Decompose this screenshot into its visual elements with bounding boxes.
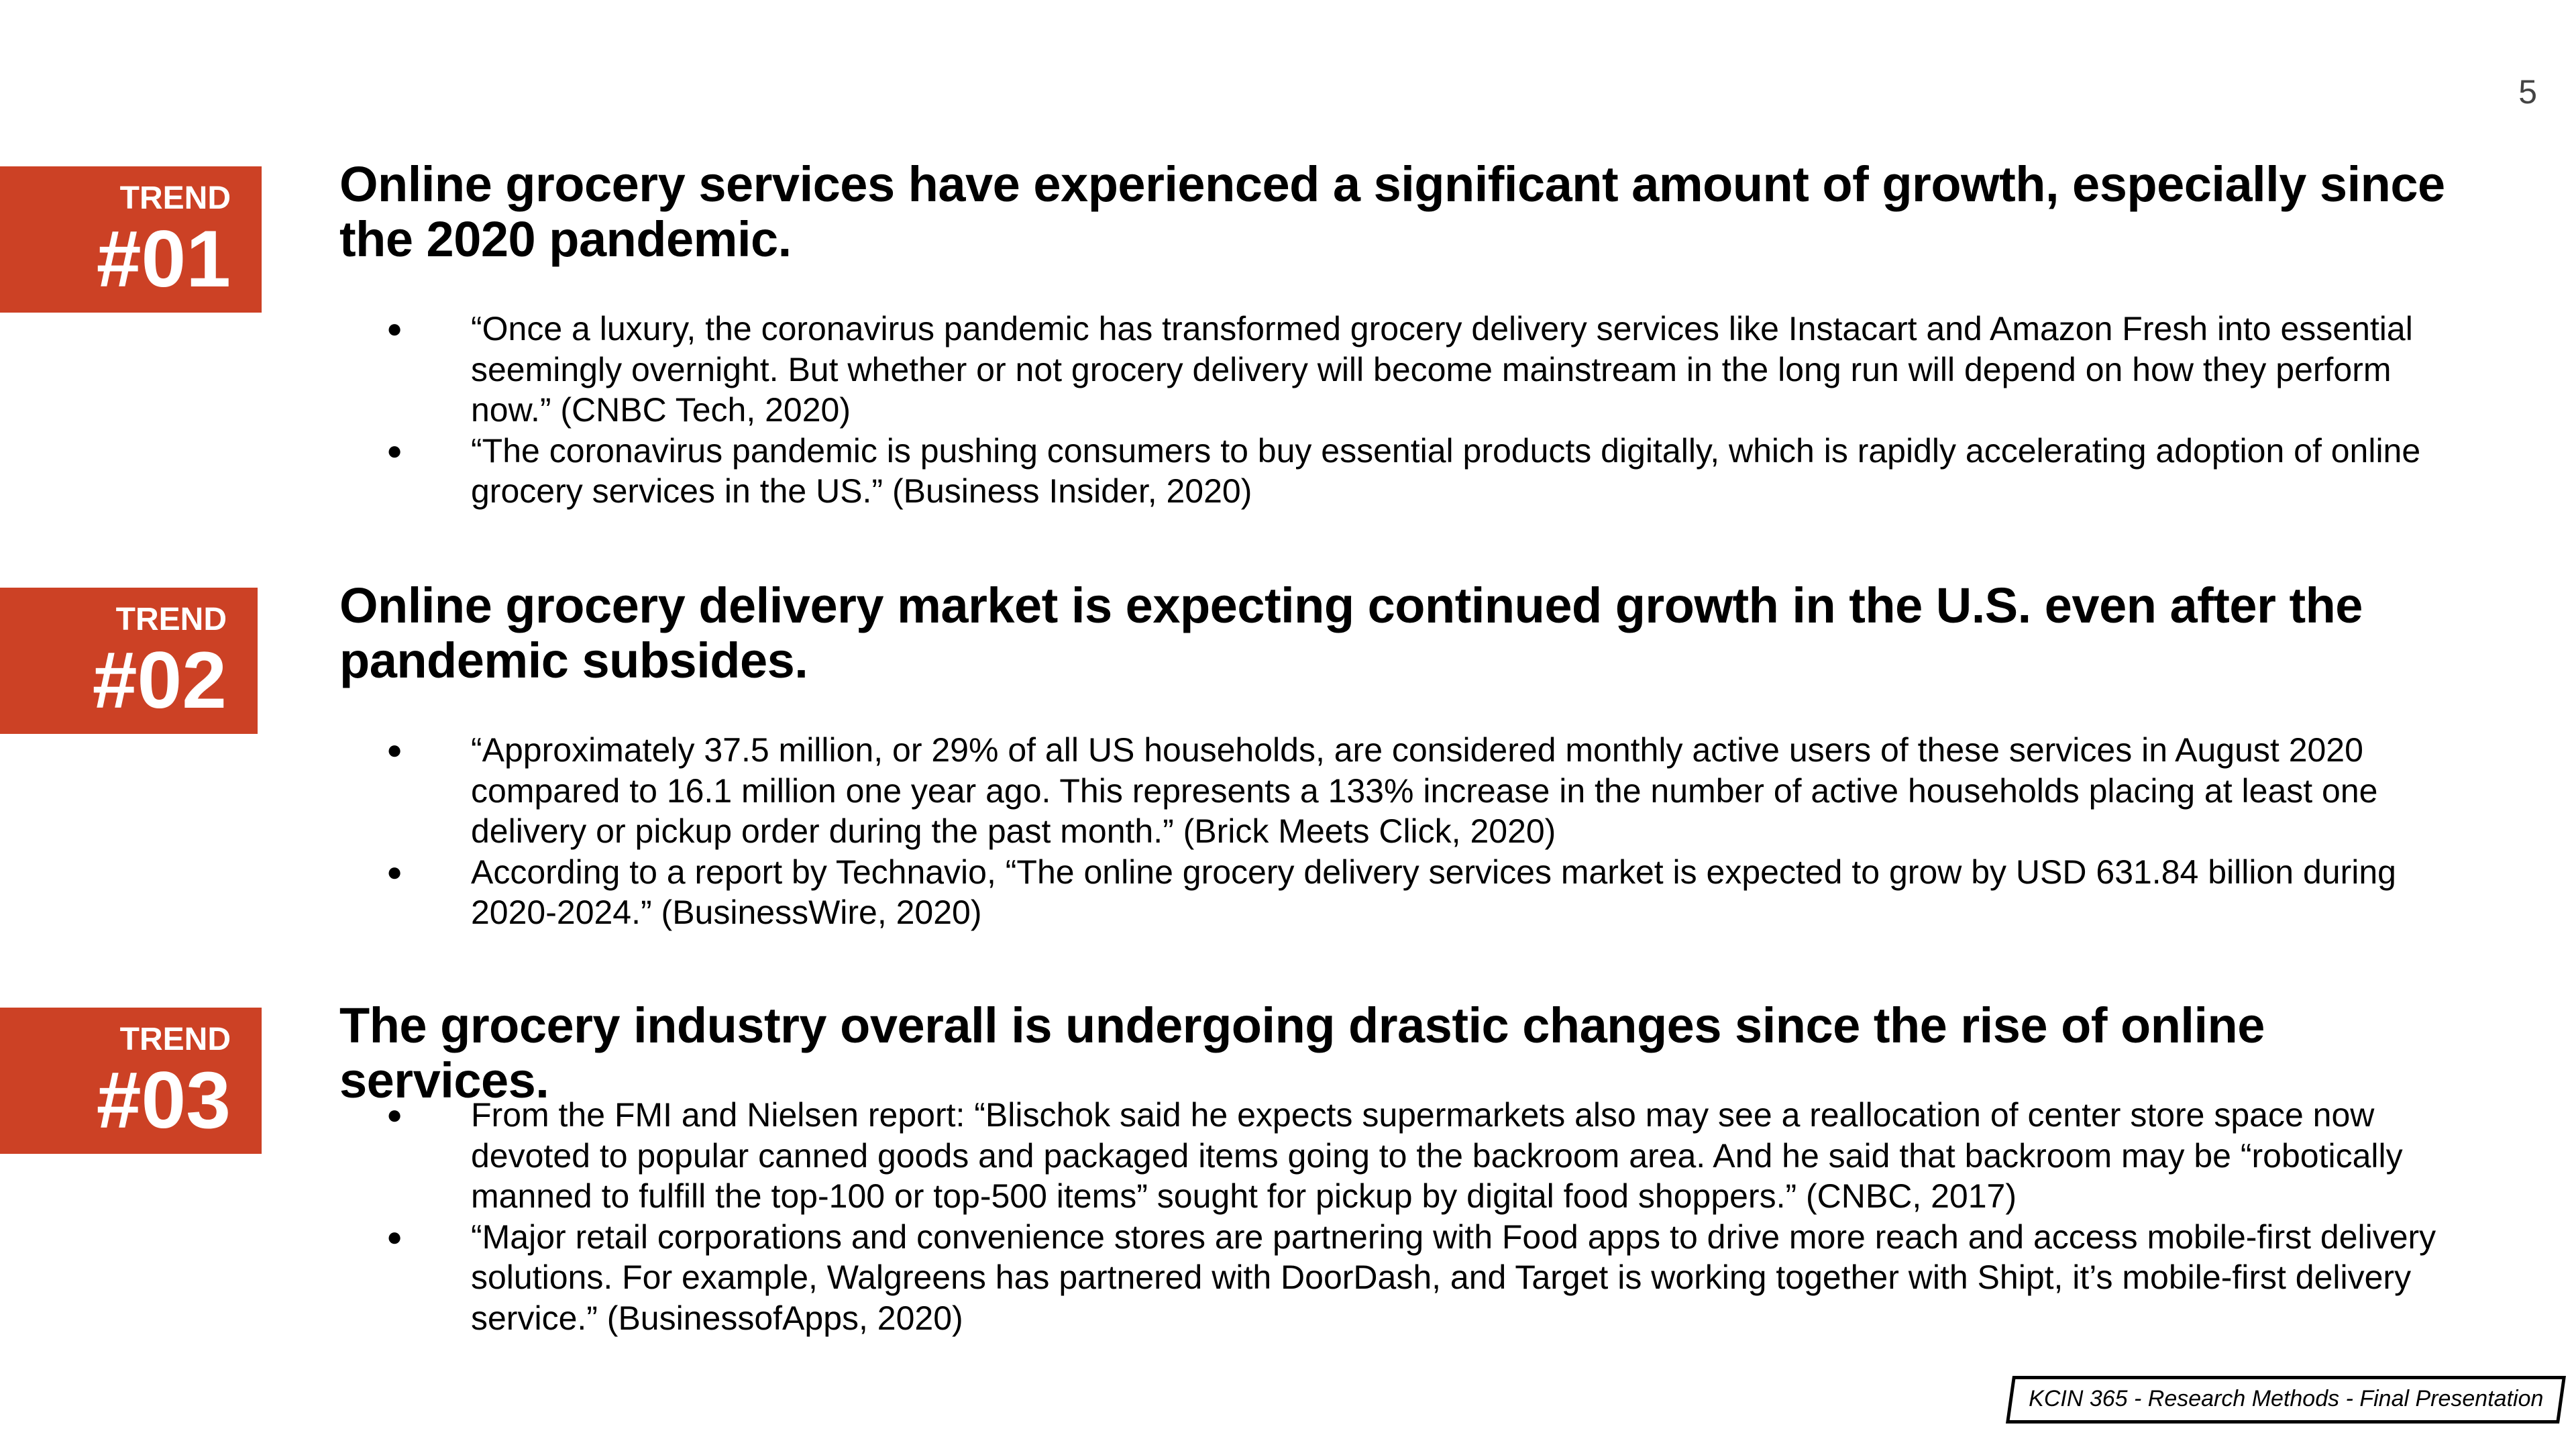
- trend-badge-number: #01: [96, 214, 231, 304]
- trend-badge-number: #02: [92, 635, 227, 725]
- bullet-item: [376, 1217, 2449, 1339]
- bullet-item: [376, 309, 2449, 431]
- bullet-item: [376, 852, 2449, 933]
- trend-heading: Online grocery delivery market is expecting continued growth in the U.S. even after the pandemic subsides.: [339, 578, 2363, 688]
- trend-badge-label: TREND: [119, 1022, 231, 1057]
- trend-badge-label: TREND: [119, 180, 231, 216]
- bullet-text: According to a report by Technavio, “The online grocery delivery services market is expected to grow by USD 631.84 billion during 2020-2024.” (BusinessWire, 2020): [471, 853, 2396, 931]
- trend-badge: [0, 588, 258, 734]
- bullet-icon: ●: [386, 1100, 403, 1130]
- trend-badge-number: #03: [96, 1055, 231, 1145]
- trend-bullet-list: [376, 309, 2449, 512]
- bullet-text: “Once a luxury, the coronavirus pandemic has transformed grocery delivery services like Instacart and Amazon Fresh into essential seemingly overnight. But whether or not grocery delivery will become mainstream in the long run will depend on how they perform now.” (CNBC Tech, 2020): [471, 310, 2413, 429]
- page-number: 5: [2518, 73, 2537, 111]
- trend-bullet-list: [376, 1095, 2449, 1338]
- trend-badge: [0, 166, 262, 313]
- bullet-text: “Major retail corporations and convenience stores are partnering with Food apps to drive more reach and access mobile-first delivery solutions. For example, Walgreens has partnered with DoorDash, and Target is working together with Shipt, it’s mobile-first delivery service.” (BusinessofApps, 2020): [471, 1218, 2436, 1337]
- trend-badge-label: TREND: [115, 602, 227, 637]
- bullet-text: “Approximately 37.5 million, or 29% of all US households, are considered monthly active users of these services in August 2020 compared to 16.1 million one year ago. This represents a 133% increase in the number of active households placing at least one delivery or pickup order during the past month.” (Brick Meets Click, 2020): [471, 731, 2378, 850]
- bullet-icon: ●: [386, 435, 403, 466]
- bullet-text: From the FMI and Nielsen report: “Blischok said he expects supermarkets also may see a reallocation of center store space now devoted to popular canned goods and packaged items going to the backroom area. And he said that backroom may be “robotically manned to fulfill the top-100 or top-500 items” sought for pickup by digital food shoppers.” (CNBC, 2017): [471, 1096, 2403, 1215]
- trend-heading: Online grocery services have experienced a significant amount of growth, especially since the 2020 pandemic.: [339, 156, 2445, 267]
- trend-heading: The grocery industry overall is undergoing drastic changes since the rise of online services.: [339, 998, 2265, 1108]
- bullet-item: [376, 730, 2449, 852]
- bullet-text: “The coronavirus pandemic is pushing consumers to buy essential products digitally, which is rapidly accelerating adoption of online grocery services in the US.” (Business Insider, 2020): [471, 431, 2421, 510]
- bullet-item: [376, 1095, 2449, 1217]
- trend-bullet-list: [376, 730, 2449, 933]
- trend-badge: [0, 1008, 262, 1154]
- bullet-icon: ●: [386, 1222, 403, 1252]
- footer-course-tag: [2006, 1376, 2566, 1424]
- bullet-item: [376, 431, 2449, 512]
- footer-course-text: KCIN 365 - Research Methods - Final Presentation: [2028, 1386, 2544, 1411]
- bullet-icon: ●: [386, 735, 403, 765]
- bullet-icon: ●: [386, 857, 403, 887]
- bullet-icon: ●: [386, 314, 403, 343]
